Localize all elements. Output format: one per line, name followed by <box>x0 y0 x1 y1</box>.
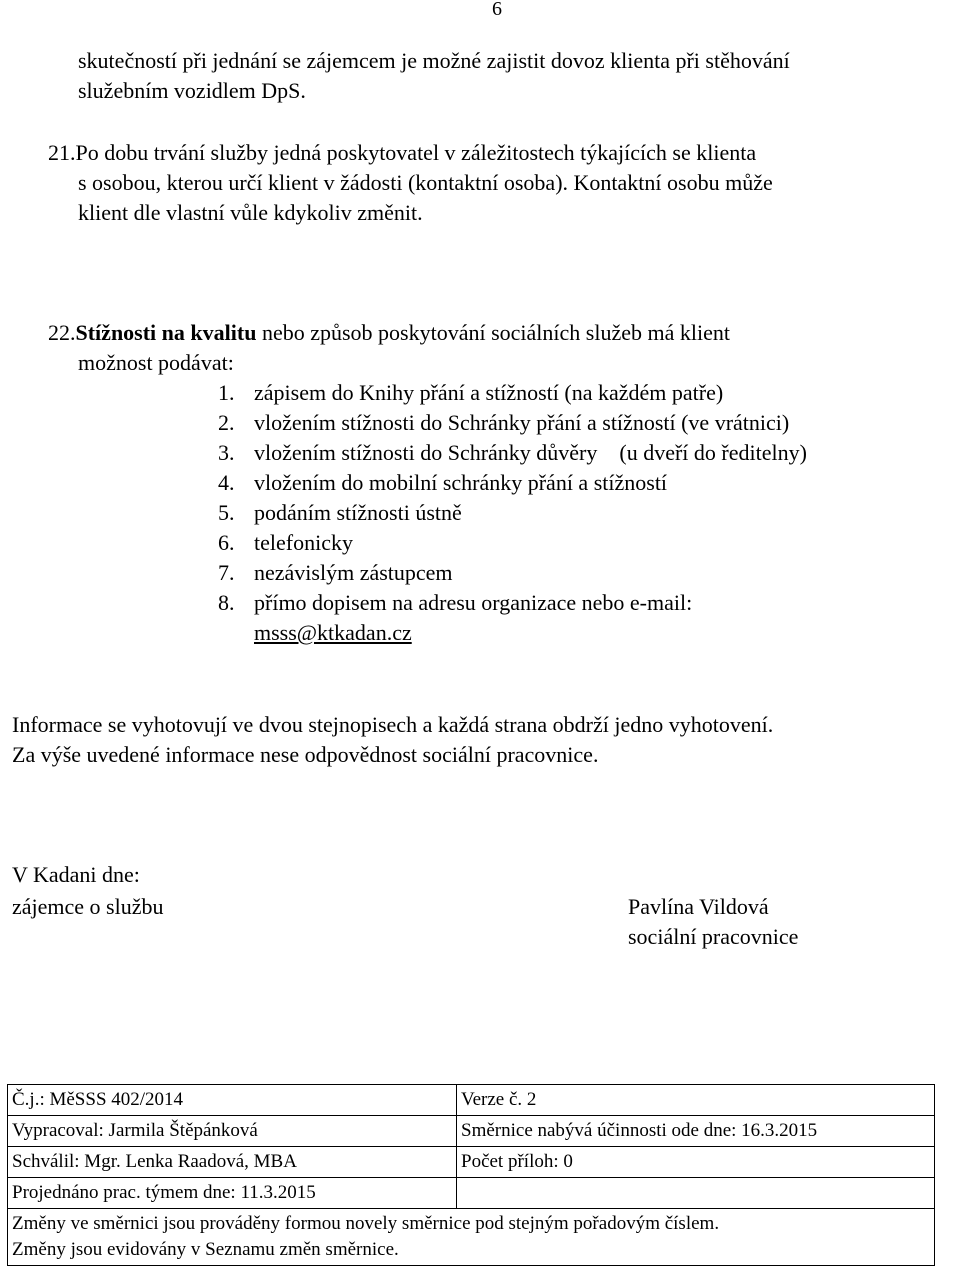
applicant-label: zájemce o službu <box>12 894 164 919</box>
item-21-first-line <box>48 138 773 168</box>
option-number: 1. <box>218 380 235 405</box>
info-line-1: Informace se vyhotovují ve dvou stejnopisech a každá strana obdrží jedno vyhotovení. <box>12 712 774 737</box>
complaint-option-1 <box>218 378 723 408</box>
complaint-option-6 <box>218 528 353 558</box>
approved-by: Schválil: Mgr. Lenka Raadová, MBA <box>8 1147 457 1178</box>
option-text: vložením do mobilní schránky přání a stížností <box>254 470 668 495</box>
footer-row <box>8 1085 935 1116</box>
discussed-date: Projednáno prac. týmem dne: 11.3.2015 <box>8 1178 457 1209</box>
item-22-line-1-rest: nebo způsob poskytování sociálních služeb má klient <box>256 320 730 345</box>
option-text: vložením stížnosti do Schránky přání a stížností (ve vrátnici) <box>254 410 790 435</box>
footer-row <box>8 1116 935 1147</box>
footer-row <box>8 1147 935 1178</box>
empty-cell <box>457 1178 935 1209</box>
complaint-option-8 <box>218 588 692 618</box>
page-number: 6 <box>492 0 502 20</box>
item-22-line-2: možnost podávat: <box>78 350 234 375</box>
email-link[interactable]: msss@ktkadan.cz <box>254 620 412 645</box>
email-line <box>254 618 412 648</box>
changes-note-line-2: Změny jsou evidovány v Seznamu změn směrnice. <box>12 1239 399 1260</box>
option-text: vložením stížnosti do Schránky důvěry (u dveří do ředitelny) <box>254 440 807 465</box>
option-text: podáním stížnosti ústně <box>254 500 462 525</box>
footer-row <box>8 1209 935 1266</box>
changes-note-line-1: Změny ve směrnici jsou prováděny formou novely směrnice pod stejným pořadovým číslem. <box>12 1213 720 1234</box>
complaint-option-3 <box>218 438 807 468</box>
option-number: 8. <box>218 590 235 615</box>
worker-name: Pavlína Vildová <box>628 894 769 919</box>
place-date-label: V Kadani dne: <box>12 862 140 887</box>
complaint-option-4 <box>218 468 667 498</box>
complaint-option-7 <box>218 558 453 588</box>
option-number: 4. <box>218 470 235 495</box>
option-text: nezávislým zástupcem <box>254 560 453 585</box>
option-text: telefonicky <box>254 530 353 555</box>
option-text: zápisem do Knihy přání a stížností (na každém patře) <box>254 380 724 405</box>
item-22-bold-heading: Stížnosti na kvalitu <box>75 320 257 345</box>
attachments-count: Počet příloh: 0 <box>457 1147 935 1178</box>
document-footer-table <box>7 1084 935 1266</box>
item-21 <box>48 138 773 228</box>
complaint-option-5 <box>218 498 462 528</box>
footer-row <box>8 1178 935 1209</box>
item-21-line-1: Po dobu trvání služby jedná poskytovatel v záležitostech týkajících se klienta <box>75 140 757 165</box>
worker-role: sociální pracovnice <box>628 924 799 949</box>
reference-number: Č.j.: MěSSS 402/2014 <box>8 1085 457 1116</box>
option-number: 7. <box>218 560 235 585</box>
intro-line-2: služebním vozidlem DpS. <box>78 78 306 103</box>
item-22-number: 22. <box>48 320 76 345</box>
item-21-line-3: klient dle vlastní vůle kdykoliv změnit. <box>78 200 423 225</box>
complaint-option-2 <box>218 408 789 438</box>
info-line-2: Za výše uvedené informace nese odpovědnost sociální pracovnice. <box>12 742 599 767</box>
prepared-by: Vypracoval: Jarmila Štěpánková <box>8 1116 457 1147</box>
option-number: 5. <box>218 500 235 525</box>
effective-date: Směrnice nabývá účinnosti ode dne: 16.3.2015 <box>457 1116 935 1147</box>
item-21-number: 21. <box>48 140 76 165</box>
item-22-first-line <box>48 318 730 348</box>
option-number: 3. <box>218 440 235 465</box>
item-22 <box>48 318 730 378</box>
item-21-line-2: s osobou, kterou určí klient v žádosti (kontaktní osoba). Kontaktní osobu může <box>78 170 773 195</box>
option-text: přímo dopisem na adresu organizace nebo e-mail: <box>254 590 693 615</box>
option-number: 2. <box>218 410 235 435</box>
version-number: Verze č. 2 <box>457 1085 935 1116</box>
changes-note <box>8 1209 935 1266</box>
option-number: 6. <box>218 530 235 555</box>
intro-line-1: skutečností při jednání se zájemcem je možné zajistit dovoz klienta při stěhování <box>78 48 790 73</box>
